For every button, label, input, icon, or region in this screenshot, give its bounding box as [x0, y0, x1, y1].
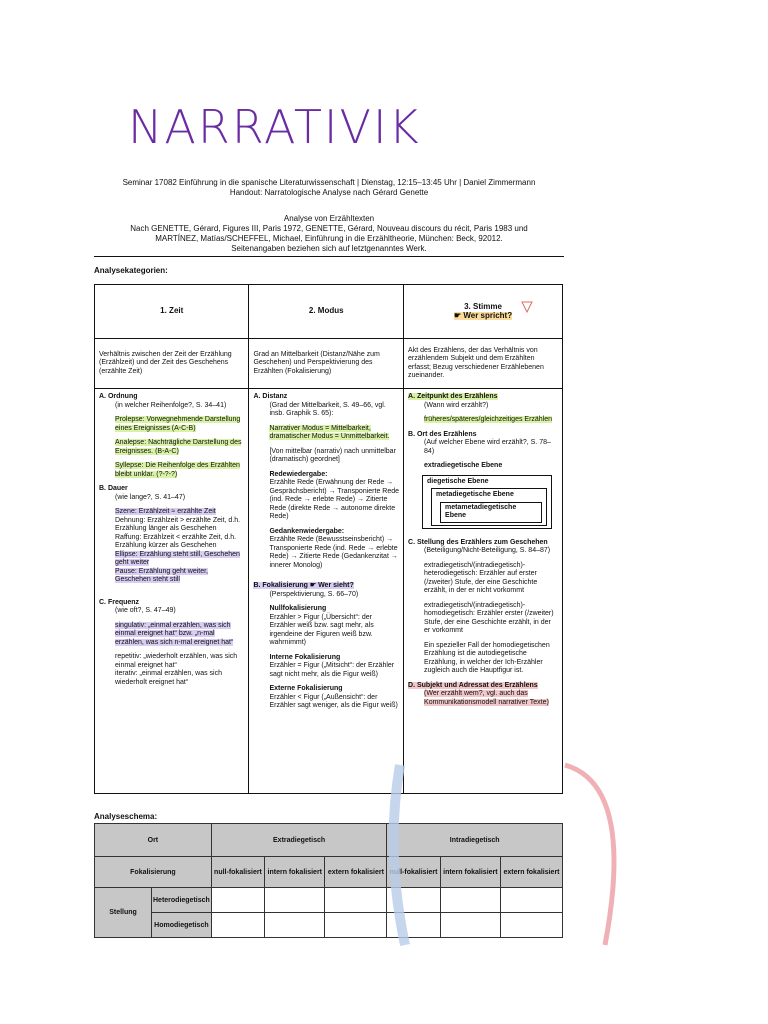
column-header-zeit: 1. Zeit	[95, 285, 249, 339]
reference-1: Nach GENETTE, Gérard, Figures III, Paris 1972, GENETTE, Gérard, Nouveau discours du récit, Paris 1983 und	[130, 224, 528, 233]
section-heading-schema: Analyseschema:	[94, 812, 158, 821]
gedankenwiedergabe-heading: Gedankenwiedergabe:	[269, 527, 345, 535]
course-line: Seminar 17082 Einführung in die spanische Literaturwissenschaft | Dienstag, 12:15–13:45 Uhr | Daniel Zimmermann	[122, 178, 536, 187]
schema-cell[interactable]	[501, 888, 563, 913]
red-triangle-mark	[520, 300, 534, 314]
schema-fokalisierung: Fokalisierung	[95, 857, 212, 888]
redewiedergabe-heading: Redewiedergabe:	[269, 470, 328, 478]
prolepse: Prolepse: Vorwegnehmende Darstellung eines Ereignisses (A-C-B)	[115, 416, 241, 432]
schema-extern-intra: extern fokalisiert	[501, 857, 563, 888]
schema-cell[interactable]	[325, 888, 387, 913]
iterativ: iterativ: „einmal erzählen, was sich wiederholt ereignet hat“	[115, 670, 222, 686]
red-pen-stroke	[560, 755, 630, 955]
level-metadiegetic: metadiegetische Ebene	[436, 491, 514, 498]
reference-3: Seitenangaben beziehen sich auf letztgenanntes Werk.	[231, 244, 427, 253]
interne-fokalisierung: Erzähler = Figur („Mitsicht“: der Erzähler sagt nicht mehr, als die Figur weiß)	[269, 662, 395, 678]
raffung: Raffung: Erzählzeit < erzählte Zeit, d.h. Erzählung kürzer als Geschehen	[115, 533, 237, 549]
column-header-modus: 2. Modus	[249, 285, 404, 339]
syllepse: Syllepse: Die Reihenfolge des Erzählten bleibt unklar. (?-?-?)	[115, 462, 240, 478]
schema-cell[interactable]	[211, 913, 264, 938]
repetitiv: repetitiv: „wiederholt erzählen, was sich einmal ereignet hat“	[115, 653, 238, 669]
reference-2: MARTÍNEZ, Matías/SCHEFFEL, Michael, Einführung in die Erzähltheorie, München: Beck, 92012.	[155, 234, 503, 243]
level-extradiegetic: extradiegetische Ebene	[424, 462, 503, 469]
schema-cell[interactable]	[440, 888, 500, 913]
schema-null-intra: null-fokalisiert	[387, 857, 440, 888]
distanz-heading: A. Distanz	[253, 393, 288, 400]
ort-sub: (Auf welcher Ebene wird erzählt?, S. 78–84)	[424, 439, 551, 455]
frequenz-heading: C. Frequenz	[99, 598, 140, 606]
modus-details	[249, 389, 404, 794]
level-diegetic: diegetische Ebene	[427, 477, 489, 485]
heterodiegetisch: extradiegetisch/(intradiegetisch)-heterodiegetisch: Erzähler auf erster (/zweiter) Stufe, der eine Geschichte erzählt, in der er nicht vorkommt	[424, 561, 538, 594]
schema-extern-extra: extern fokalisiert	[325, 857, 387, 888]
section-heading-categories: Analysekategorien:	[94, 266, 168, 275]
schema-cell[interactable]	[211, 888, 264, 913]
ellipse: Ellipse: Erzählung steht still, Geschehen geht weiter	[115, 550, 240, 566]
handout-line: Handout: Narratologische Analyse nach Gérard Genette	[229, 188, 429, 197]
schema-homodiegetisch: Homodiegetisch	[152, 913, 212, 938]
schema-cell[interactable]	[325, 913, 387, 938]
zeitpunkt-heading: A. Zeitpunkt des Erzählens	[408, 393, 498, 400]
schema-intradiegetisch: Intradiegetisch	[387, 824, 563, 857]
dehnung: Dehnung: Erzählzeit > erzählte Zeit, d.h. Erzählung länger als Geschehen	[115, 516, 241, 532]
stimme-label: 3. Stimme	[464, 302, 502, 311]
zeitpunkt-sub: (Wann wird erzählt?)	[424, 401, 489, 409]
column-header-stimme	[404, 285, 563, 339]
stimme-details	[404, 389, 563, 794]
fokalisierung-sub: (Perspektivierung, S. 66–70)	[269, 590, 359, 598]
handwritten-title: NARRATIVIK	[128, 100, 421, 154]
zeit-details	[95, 389, 249, 794]
analepse: Analepse: Nachträgliche Darstellung des Ereignisses. (B-A-C)	[115, 439, 242, 455]
interne-fokalisierung-heading: Interne Fokalisierung	[269, 653, 341, 661]
definition-stimme: Akt des Erzählens, der das Verhältnis von erzählendem Subjekt und dem Erzählten erfasst; Bezug verschiedener Erzählebenen zueinander.	[404, 339, 563, 389]
fokalisierung-heading: B. Fokalisierung ☛ Wer sieht?	[253, 582, 354, 589]
schema-cell[interactable]	[265, 913, 325, 938]
ort-heading: B. Ort des Erzählens	[408, 430, 477, 438]
categories-table	[94, 284, 563, 794]
gedankenwiedergabe: Erzählte Rede (Bewusstseinsbericht) → Transponierte Rede (ind. Rede → erlebte Rede) → Zitierte Rede (Gedankenzitat → innerer Monolog)	[269, 536, 398, 569]
homodiegetisch: extradiegetisch/(intradiegetisch)-homodiegetisch: Erzähler erster (/zweiter) Stufe, der eine Geschichte erzählt, in der er vorkommt	[424, 601, 554, 634]
narrativer-modus: Narrativer Modus = Mittelbarkeit, dramatischer Modus = Unmittelbarkeit.	[269, 424, 390, 440]
dauer-heading: B. Dauer	[99, 485, 128, 492]
schema-ort: Ort	[95, 824, 212, 857]
analysis-schema-table	[94, 823, 563, 938]
topic-line: Analyse von Erzähltexten	[283, 214, 375, 223]
zeitpunkt-options: früheres/späteres/gleichzeitiges Erzählen	[424, 416, 553, 423]
level-metametadiegetic: metametadiegetische Ebene	[440, 502, 542, 523]
dauer-sub: (wie lange?, S. 41–47)	[115, 493, 186, 501]
level-box-metadiegetic	[431, 488, 547, 526]
nullfokalisierung-heading: Nullfokalisierung	[269, 605, 327, 612]
stellung-sub: (Beteiligung/Nicht-Beteiligung, S. 84–87)	[424, 547, 551, 554]
redewiedergabe: Erzählte Rede (Erwähnung der Rede → Gesprächsbericht) → Transponierte Rede (ind. Rede → erlebte Rede) → Zitierte Rede (direkte Rede → autonome direkte Rede)	[269, 479, 400, 520]
schema-null-extra: null-fokalisiert	[211, 857, 264, 888]
frequenz-sub: (wie oft?, S. 47–49)	[115, 607, 176, 614]
level-box-diegetic	[422, 475, 552, 529]
stellung-heading: C. Stellung des Erzählers zum Geschehen	[408, 538, 548, 546]
definition-modus: Grad an Mittelbarkeit (Distanz/Nähe zum Geschehen) und Perspektivierung des Erzählten (Fokalisierung)	[249, 339, 404, 389]
schema-extradiegetisch: Extradiegetisch	[211, 824, 387, 857]
autodiegetisch: Ein spezieller Fall der homodiegetischen Erzählung ist die autodiegetische Erzählung, in welcher der Ich-Erzähler zugleich auch die Hauptfigur ist.	[424, 641, 550, 674]
pause: Pause: Erzählung geht weiter, Geschehen steht still	[115, 567, 209, 583]
schema-cell[interactable]	[501, 913, 563, 938]
schema-cell[interactable]	[440, 913, 500, 938]
szene: Szene: Erzählzeit ≈ erzählte Zeit	[115, 508, 216, 515]
blue-pen-stroke	[380, 760, 440, 950]
distanz-sub: (Grad der Mittelbarkeit, S. 49–66, vgl. insb. Graphik S. 65):	[269, 401, 386, 417]
nullfokalisierung: Erzähler > Figur („Übersicht“: der Erzähler weiß bzw. sagt mehr, als irgendeine der Figuren weiß bzw. wahrnimmt)	[269, 613, 374, 646]
schema-stellung: Stellung	[95, 888, 152, 938]
stimme-question: ☛ Wer spricht?	[453, 310, 513, 320]
schema-intern-extra: intern fokalisiert	[265, 857, 325, 888]
schema-intern-intra: intern fokalisiert	[440, 857, 500, 888]
singulativ: singulativ: „einmal erzählen, was sich einmal ereignet hat“ bzw. „n-mal erzählen, was sich n-mal ereignet hat“	[115, 621, 234, 646]
externe-fokalisierung-heading: Externe Fokalisierung	[269, 685, 343, 692]
ordnung-sub: (in welcher Reihenfolge?, S. 34–41)	[115, 401, 227, 409]
divider	[94, 256, 564, 257]
externe-fokalisierung: Erzähler < Figur („Außensicht“: der Erzähler sagt weniger, als die Figur weiß)	[269, 693, 398, 709]
definition-zeit: Verhältnis zwischen der Zeit der Erzählung (Erzählzeit) und der Zeit des Geschehens (erzählte Zeit)	[95, 339, 249, 389]
schema-heterodiegetisch: Heterodiegetisch	[152, 888, 212, 913]
subjekt-sub: (Wer erzählt wem?, vgl. auch das Kommunikationsmodell narrativer Texte)	[424, 690, 549, 706]
ordering-note: [Von mittelbar (narrativ) nach unmittelbar (dramatisch) geordnet]	[269, 447, 396, 463]
subjekt-heading: D. Subjekt und Adressat des Erzählens	[408, 681, 538, 689]
ordnung-heading: A. Ordnung	[99, 393, 138, 400]
schema-cell[interactable]	[265, 888, 325, 913]
